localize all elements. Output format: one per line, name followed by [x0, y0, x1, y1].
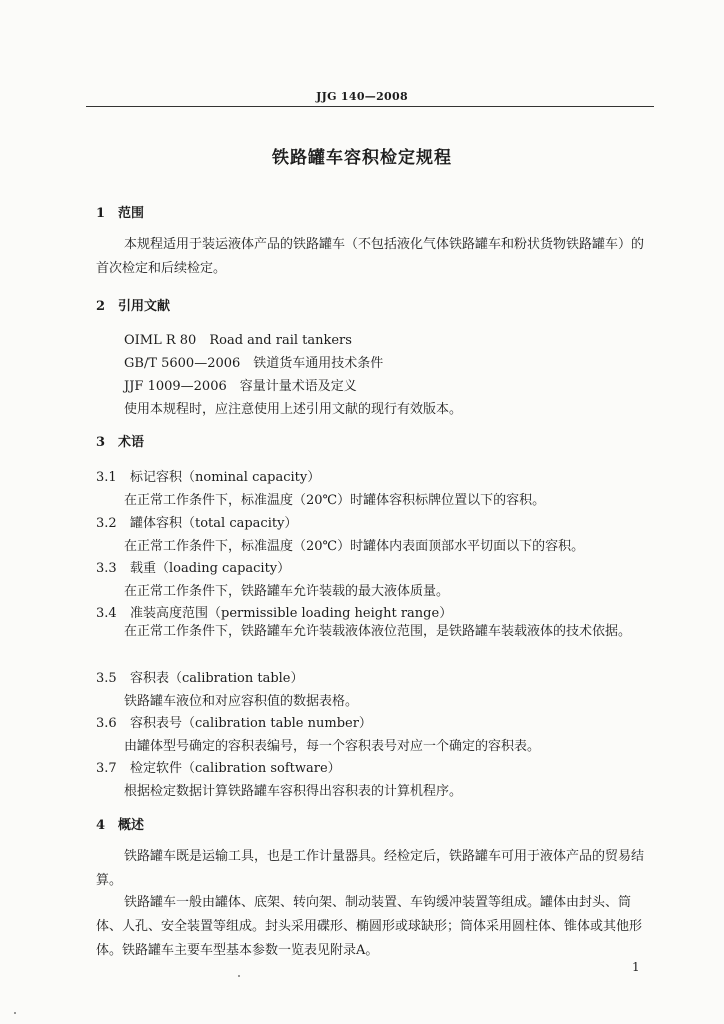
term-heading [96, 557, 290, 576]
term-definition: 铁路罐车液位和对应容积值的数据表格。 [124, 694, 359, 709]
term-heading [96, 602, 452, 621]
section-number: 2 [96, 299, 106, 314]
term-heading [96, 712, 372, 731]
section-title: 范围 [118, 206, 145, 221]
section-4-heading [96, 814, 144, 833]
reference-item: OIML R 80 Road and rail tankers [124, 333, 352, 348]
term-number: 3.2 [96, 516, 117, 531]
section-1-heading [96, 202, 144, 221]
overview-paragraph [96, 845, 656, 893]
term-name: 容积表号（calibration table number） [130, 716, 372, 731]
section-number: 3 [96, 435, 106, 450]
term-number: 3.5 [96, 671, 117, 686]
scan-speck [238, 975, 240, 977]
term-name: 容积表（calibration table） [130, 671, 304, 686]
scope-paragraph [96, 233, 656, 281]
term-number: 3.3 [96, 561, 117, 576]
section-2-heading [96, 295, 170, 314]
term-definition: 在正常工作条件下，标准温度（20℃）时罐体容积标牌位置以下的容积。 [124, 493, 546, 508]
section-number: 1 [96, 206, 106, 221]
scope-text: 本规程适用于装运液体产品的铁路罐车（不包括液化气体铁路罐车和粉状货物铁路罐车）的首次检定和后续检定。 [96, 237, 645, 276]
term-name: 检定软件（calibration software） [130, 761, 341, 776]
term-number: 3.6 [96, 716, 117, 731]
overview-paragraph [96, 891, 656, 963]
term-number: 3.4 [96, 606, 117, 621]
term-heading [96, 757, 341, 776]
term-name: 标记容积（nominal capacity） [130, 470, 321, 485]
term-definition-paragraph [96, 620, 656, 644]
header-rule [86, 106, 654, 107]
term-number: 3.1 [96, 470, 117, 485]
term-heading [96, 512, 297, 531]
term-heading [96, 466, 320, 485]
section-number: 4 [96, 818, 106, 833]
overview-text: 铁路罐车一般由罐体、底架、转向架、制动装置、车钩缓冲装置等组成。罐体由封头、筒体、人孔、安全装置等组成。封头采用碟形、椭圆形或球缺形；筒体采用圆柱体、锥体或其他形体。铁路罐车主要车型基本参数一览表见附录A。 [96, 895, 643, 958]
reference-note: 使用本规程时，应注意使用上述引用文献的现行有效版本。 [124, 402, 463, 417]
term-name: 罐体容积（total capacity） [130, 516, 298, 531]
scan-speck [14, 1012, 16, 1014]
term-heading [96, 667, 304, 686]
term-name: 准装高度范围（permissible loading height range） [130, 606, 453, 621]
reference-item: GB/T 5600—2006 铁道货车通用技术条件 [124, 356, 384, 371]
term-definition: 在正常工作条件下，铁路罐车允许装载液体液位范围，是铁路罐车装载液体的技术依据。 [124, 624, 632, 639]
term-name: 载重（loading capacity） [130, 561, 291, 576]
term-definition: 在正常工作条件下，铁路罐车允许装载的最大液体质量。 [124, 584, 450, 599]
term-definition: 在正常工作条件下，标准温度（20℃）时罐体内表面顶部水平切面以下的容积。 [124, 539, 585, 554]
document-title: 铁路罐车容积检定规程 [272, 148, 452, 168]
section-3-heading [96, 431, 144, 450]
overview-text: 铁路罐车既是运输工具，也是工作计量器具。经检定后，铁路罐车可用于液体产品的贸易结算。 [96, 849, 645, 888]
section-title: 概述 [118, 818, 145, 833]
section-title: 引用文献 [118, 299, 171, 314]
term-definition: 根据检定数据计算铁路罐车容积得出容积表的计算机程序。 [124, 784, 463, 799]
reference-item: JJF 1009—2006 容量计量术语及定义 [124, 379, 357, 394]
page-number: 1 [632, 960, 640, 974]
section-title: 术语 [118, 435, 145, 450]
term-number: 3.7 [96, 761, 117, 776]
term-definition: 由罐体型号确定的容积表编号，每一个容积表号对应一个确定的容积表。 [124, 739, 541, 754]
page-header: JJG 140—2008 [316, 90, 408, 103]
